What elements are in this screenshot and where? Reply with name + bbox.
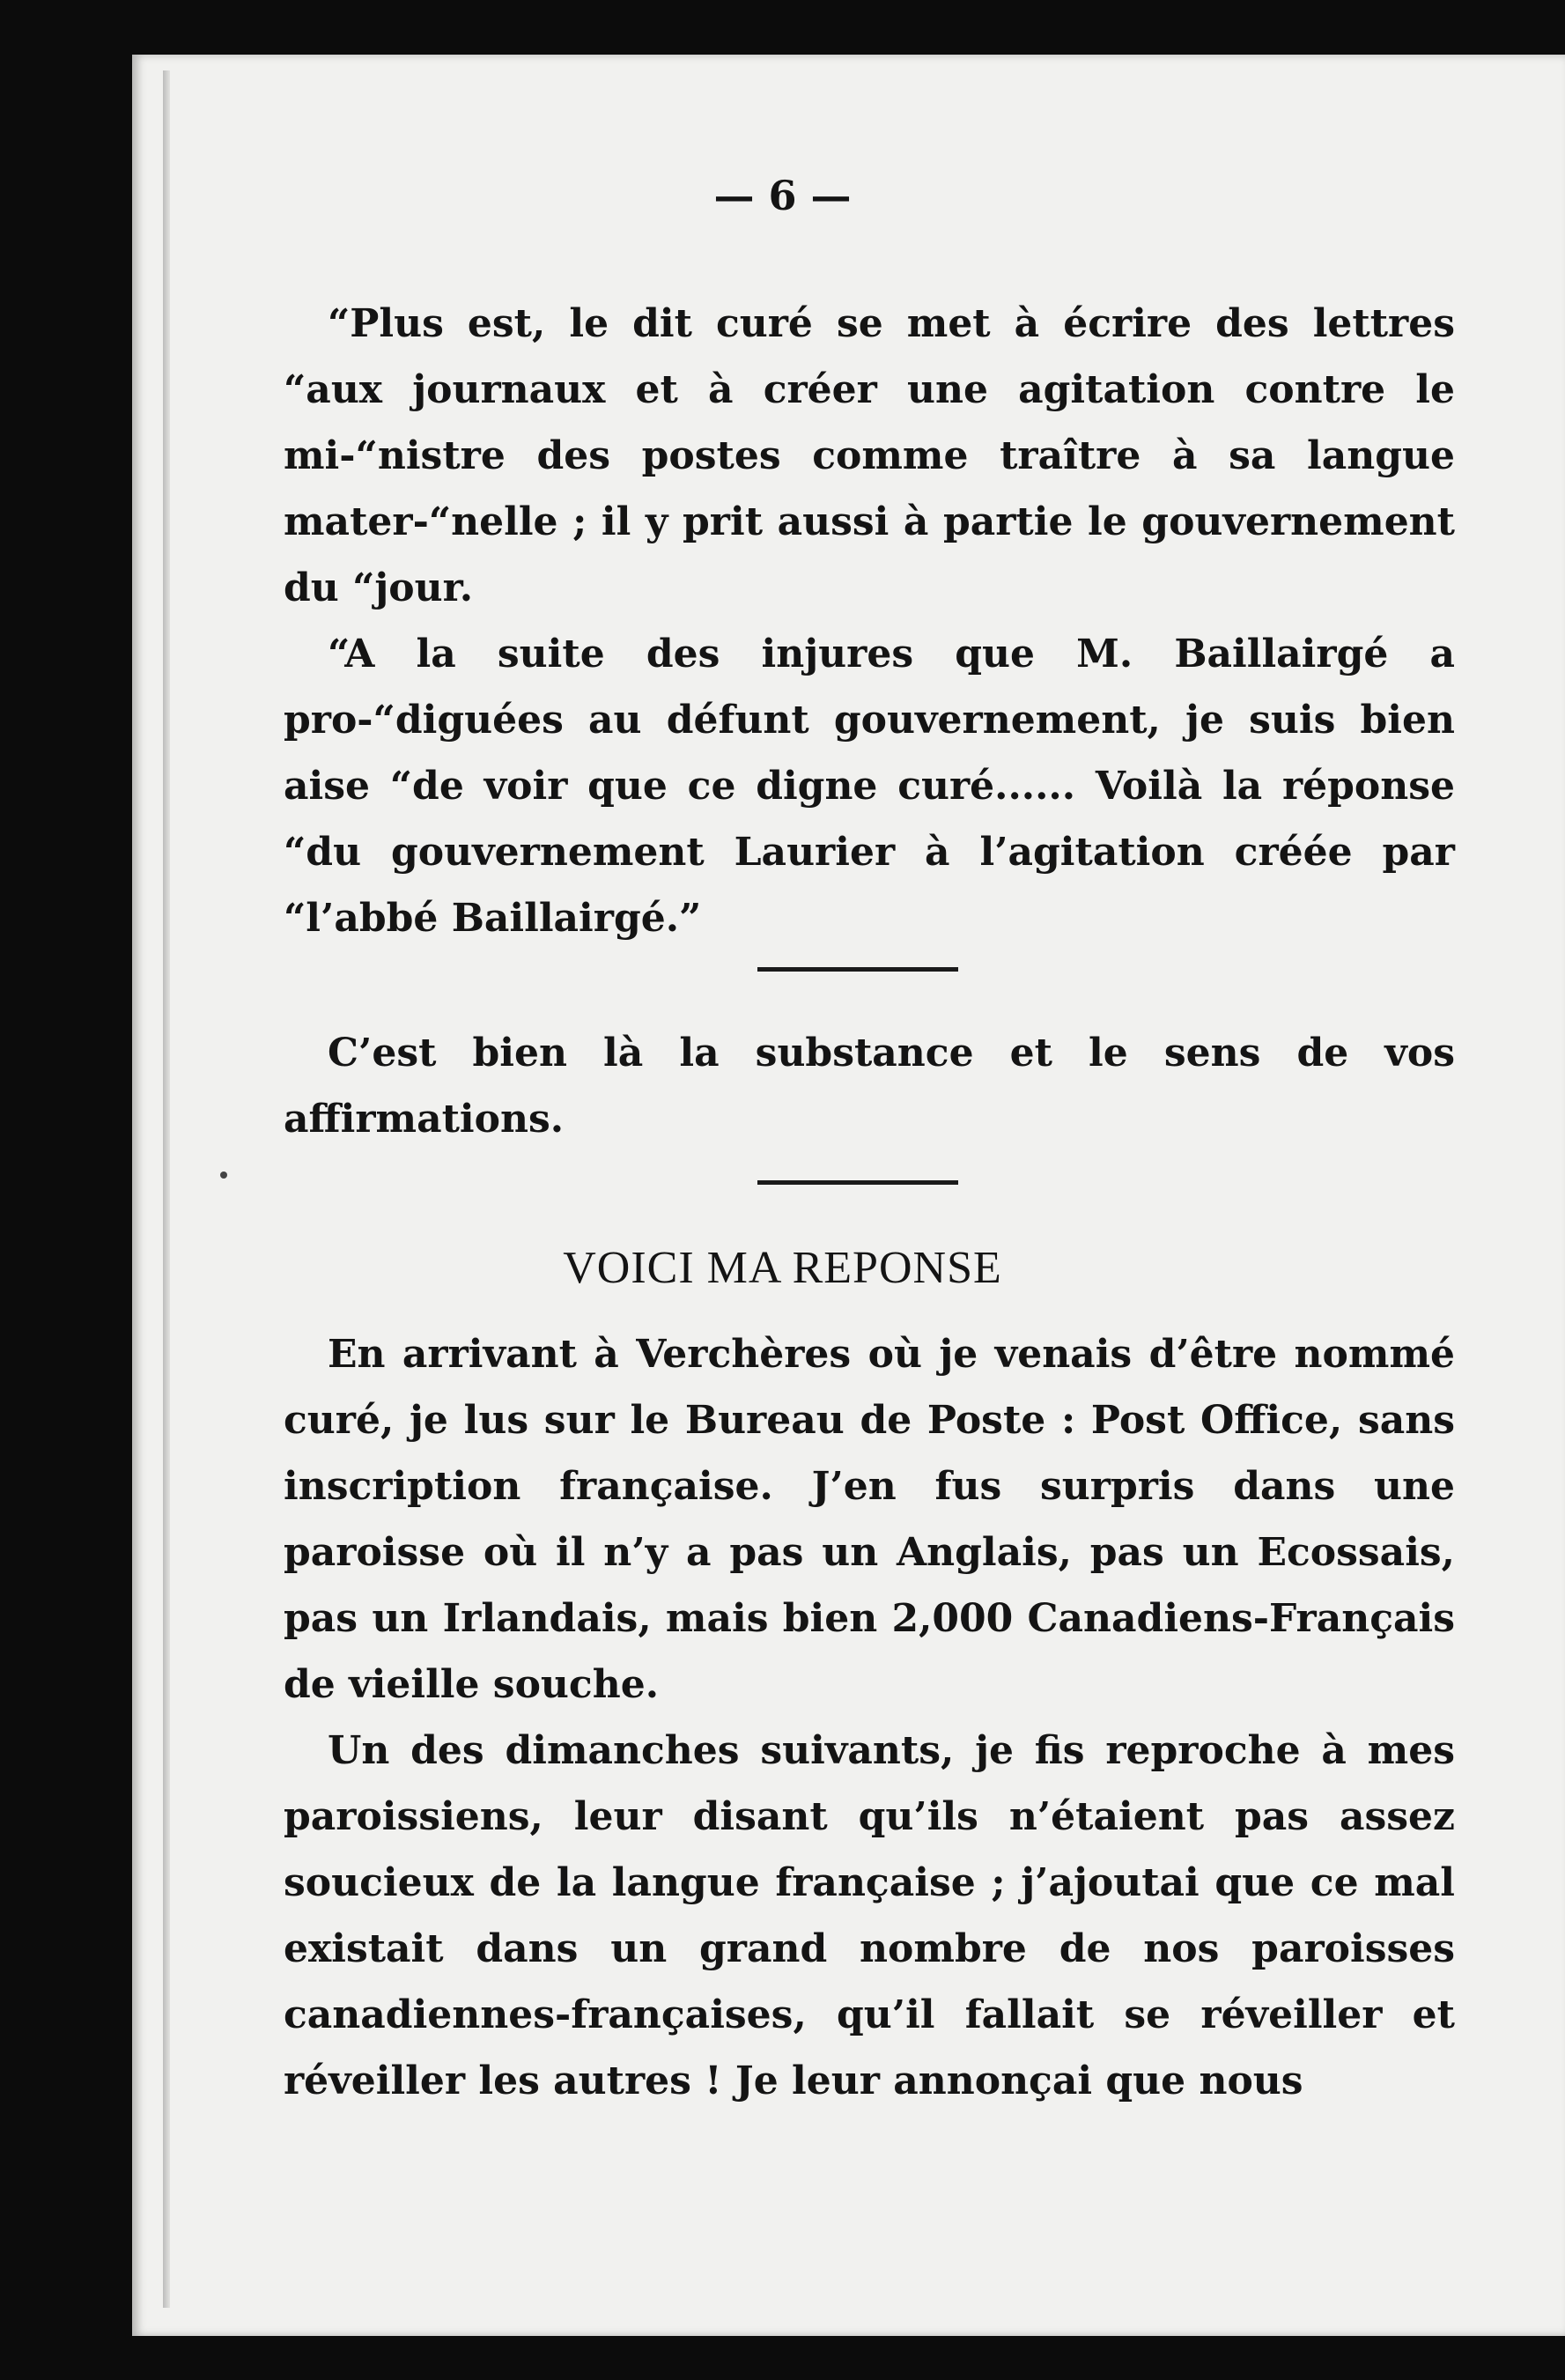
body-text-2: Un des dimanches suivants, je fis reproche à mes paroissiens, leur disant qu’ils n’étaient pas assez soucieux de la langue française ; j’ajoutai que ce mal existait dans un grand nombre de nos paroisses canadiennes-françaises, qu’il fallait se réveiller et réveiller les autres ! Je leur annonçai que nous <box>284 1728 1455 2103</box>
quote-paragraph-2 <box>284 621 1455 951</box>
summary-text: C’est bien là la substance et le sens de vos affirmations. <box>284 1031 1455 1142</box>
body-paragraph-1 <box>284 1321 1455 1718</box>
page-edge-shadow <box>163 70 170 2308</box>
scan-speck <box>220 1172 227 1179</box>
quote-text-2: “A la suite des injures que M. Baillairgé a pro-“diguées au défunt gouvernement, je suis bien aise “de voir que ce digne curé...... Voilà la réponse “du gouvernement Laurier à l’agitation créée par “l’abbé Baillairgé.” <box>284 632 1455 941</box>
section-heading: VOICI MA REPONSE <box>563 1243 1002 1293</box>
body-paragraph-2 <box>284 1718 1455 2114</box>
page-number: — 6 — <box>713 172 852 219</box>
quote-paragraph-1 <box>284 291 1455 621</box>
section-rule-1 <box>757 967 958 972</box>
body-text-1: En arrivant à Verchères où je venais d’être nommé curé, je lus sur le Bureau de Poste : Post Office, sans inscription française. J’en fus surpris dans une paroisse où il n’y a pas un Anglais, pas un Ecossais, pas un Irlandais, mais bien 2,000 Canadiens-Français de vieille souche. <box>284 1332 1455 1707</box>
summary-paragraph <box>284 1020 1455 1152</box>
section-rule-2 <box>757 1180 958 1185</box>
quote-text-1: “Plus est, le dit curé se met à écrire des lettres “aux journaux et à créer une agitation contre le mi-“nistre des postes comme traître à sa langue mater-“nelle ; il y prit aussi à partie le gouvernement du “jour. <box>284 301 1455 610</box>
